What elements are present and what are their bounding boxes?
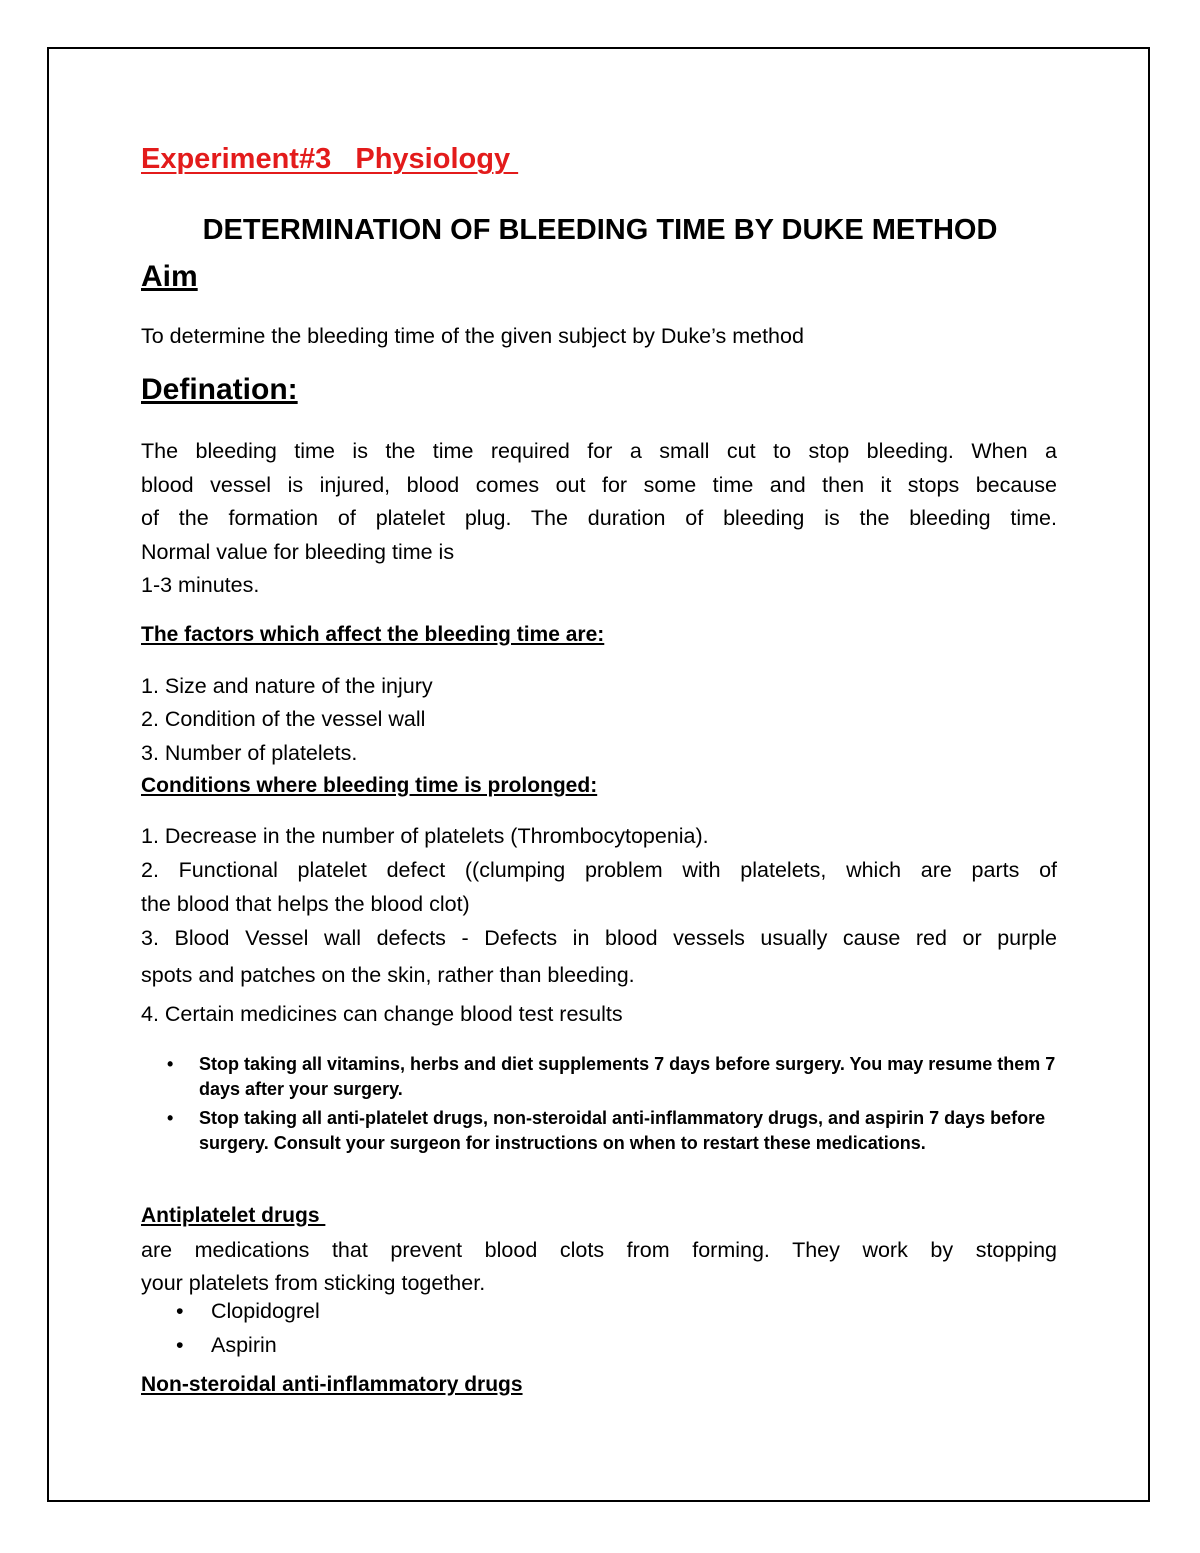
aim-heading: Aim	[141, 260, 198, 293]
prolonged-line: 3. Blood Vessel wall defects - Defects in blood vessels usually cause red or purple	[141, 926, 1057, 950]
factors-heading: The factors which affect the bleeding time are:	[141, 623, 605, 646]
surgery-bullet	[167, 1052, 1082, 1104]
bullet-emphasis: before	[715, 1054, 771, 1074]
bullet-emphasis: before	[990, 1108, 1046, 1128]
drug-item: Clopidogrel	[211, 1299, 320, 1323]
factor-item: 2. Condition of the vessel wall	[141, 707, 426, 731]
experiment-title: Experiment#3 Physiology	[141, 143, 519, 175]
antiplatelet-line: your platelets from sticking together.	[141, 1271, 486, 1295]
nsaid-heading: Non-steroidal anti-inflammatory drugs	[141, 1373, 523, 1396]
bullet-dot-icon: •	[176, 1299, 184, 1323]
bullet-dot-icon: •	[167, 1054, 174, 1074]
antiplatelet-line: are medications that prevent blood clots from forming. They work by stopping	[141, 1238, 1057, 1262]
bullet-text: Stop taking all anti-platelet drugs, non-steroidal anti-inflammatory drugs, and aspirin 7 days	[199, 1108, 991, 1128]
aim-text: To determine the bleeding time of the given subject by Duke’s method	[141, 324, 804, 348]
definition-line: blood vessel is injured, blood comes out for some time and then it stops because	[141, 473, 1057, 497]
definition-heading: Defination:	[141, 373, 298, 406]
prolonged-line: spots and patches on the skin, rather than bleeding.	[141, 963, 635, 987]
antiplatelet-heading: Antiplatelet drugs	[141, 1204, 326, 1227]
factor-item: 1. Size and nature of the injury	[141, 674, 433, 698]
surgery-bullet	[167, 1106, 1082, 1158]
bullet-text: surgery. Consult your surgeon for instructions on when to restart these medications.	[199, 1133, 926, 1153]
prolonged-line: the blood that helps the blood clot)	[141, 892, 470, 916]
bullet-text: surgery. You may resume them 7 days after your surgery.	[199, 1054, 1056, 1099]
prolonged-line: 2. Functional platelet defect ((clumping problem with platelets, which are parts of	[141, 858, 1057, 882]
bullet-text: Stop taking all vitamins, herbs and diet supplements 7 days	[199, 1054, 716, 1074]
bullet-dot-icon: •	[176, 1333, 184, 1357]
drug-item: Aspirin	[211, 1333, 277, 1357]
prolonged-line: 4. Certain medicines can change blood test results	[141, 1002, 623, 1026]
factor-item: 3. Number of platelets.	[141, 741, 358, 765]
definition-line: 1-3 minutes.	[141, 573, 260, 597]
definition-line: of the formation of platelet plug. The duration of bleeding is the bleeding time.	[141, 506, 1057, 530]
definition-line: The bleeding time is the time required for a small cut to stop bleeding. When a	[141, 439, 1057, 463]
main-title: DETERMINATION OF BLEEDING TIME BY DUKE METHOD	[202, 214, 998, 246]
bullet-dot-icon: •	[167, 1108, 174, 1128]
prolonged-heading: Conditions where bleeding time is prolonged:	[141, 774, 598, 797]
definition-line: Normal value for bleeding time is	[141, 540, 455, 564]
prolonged-line: 1. Decrease in the number of platelets (Thrombocytopenia).	[141, 824, 709, 848]
